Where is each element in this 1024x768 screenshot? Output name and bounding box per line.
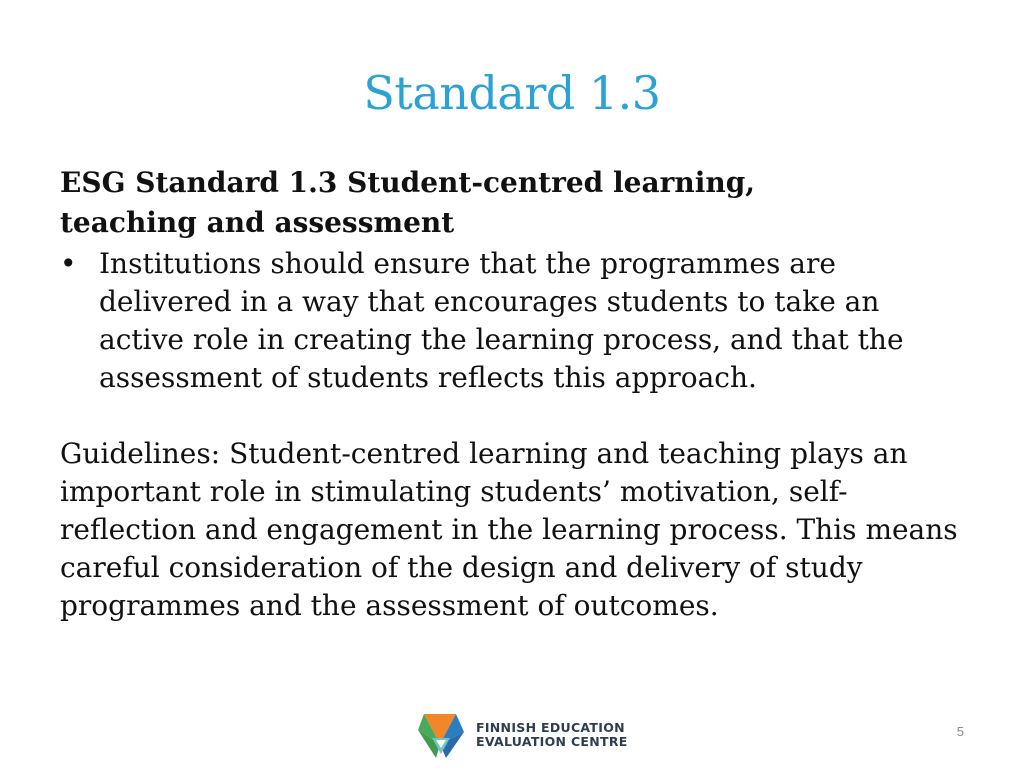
logo-text	[476, 721, 628, 749]
list-item	[60, 245, 960, 397]
logo-line-1: FINNISH EDUCATION	[476, 720, 625, 735]
heading-line-2: teaching and assessment	[60, 206, 455, 239]
organization-logo	[416, 710, 628, 760]
guidelines-paragraph: Guidelines: Student-centred learning and teaching plays an important role in stimulating students’ motivation, self-reflection and engagement in the learning process. This means careful consideration of the design and delivery of study programmes and the assessment of outcomes.	[60, 437, 958, 622]
logo-line-2: EVALUATION CENTRE	[476, 734, 628, 749]
page-number: 5	[956, 724, 964, 739]
bullet-list	[60, 245, 960, 397]
bullet-icon: •	[60, 247, 77, 280]
bullet-text: Institutions should ensure that the programmes are delivered in a way that encourages students to take an active role in creating the learning process, and that the assessment of students reflects this approach.	[99, 247, 904, 394]
feec-triangle-logo-icon	[416, 710, 466, 760]
heading-line-1: ESG Standard 1.3 Student-centred learning,	[60, 166, 756, 199]
standard-heading	[60, 163, 960, 243]
slide-content	[60, 163, 960, 625]
slide-title: Standard 1.3	[363, 66, 661, 120]
